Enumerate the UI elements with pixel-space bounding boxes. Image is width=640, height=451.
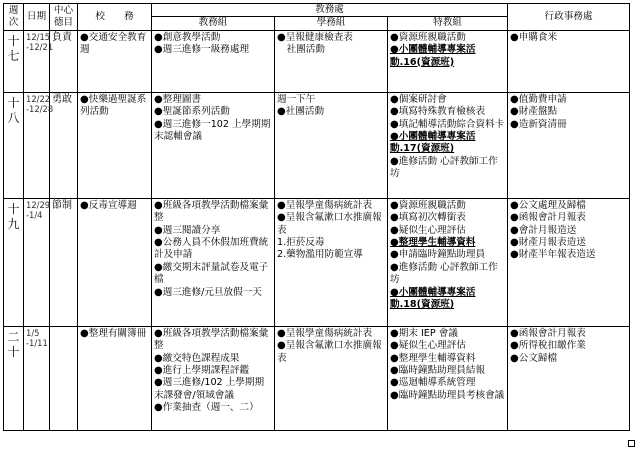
list-item: ● 繳交特色課程成果 <box>154 353 272 365</box>
list-item: ● 填寫特殊教育檢核表 <box>390 106 505 118</box>
list-item: ● 呈報健康檢查表 <box>277 32 385 44</box>
virtue-cell: 負責 <box>50 30 78 92</box>
special-cell <box>388 30 508 92</box>
list-item: ● 繳交期末評量試卷及電子檔 <box>154 262 272 287</box>
table-row <box>4 92 630 198</box>
list-item: ● 期末 IEP 會議 <box>390 328 505 340</box>
admin-cell <box>508 326 630 430</box>
list-item: ● 進行上學期課程評鑑 <box>154 365 272 377</box>
table-row <box>4 198 630 326</box>
list-item: ● 班級各項教學活動檔案彙整 <box>154 328 272 353</box>
header-center-virtue: 中心德目 <box>50 4 78 31</box>
list-item: ● 創意教學活動 <box>154 32 272 44</box>
list-item: ● 財產月報表造送 <box>510 237 627 249</box>
list-item: ● 交通安全教育週 <box>80 32 149 57</box>
header-principal: 校 務 <box>78 4 152 31</box>
virtue-cell <box>50 326 78 430</box>
teaching-cell <box>152 198 275 326</box>
list-item: ● 公務人員不休假加班費統計及申請 <box>154 237 272 262</box>
header-date: 日期 <box>24 4 50 31</box>
virtue-cell: 節制 <box>50 198 78 326</box>
week-cell: 十七 <box>4 30 24 92</box>
page-corner-mark <box>628 440 635 447</box>
list-item: ● 作業抽查（週一、二） <box>154 402 272 414</box>
list-item: ● 週三進修/元旦放假一天 <box>154 287 272 299</box>
schedule-table <box>3 3 630 431</box>
header-academic: 教務處 <box>152 4 508 17</box>
list-item: ● 週三閱讀分享 <box>154 225 272 237</box>
list-item: ● 臨時鐘點助理員結報 <box>390 365 505 377</box>
list-item: ● 呈報學童傷病統計表 <box>277 200 385 212</box>
list-item: ● 週三進修一級務處理 <box>154 44 272 56</box>
list-item: ● 公文歸檔 <box>510 353 627 365</box>
special-cell <box>388 326 508 430</box>
list-item: ● 疑似生心理評估 <box>390 225 505 237</box>
week-cell: 二十 <box>4 326 24 430</box>
table-row <box>4 30 630 92</box>
list-item: ● 小團體輔導專案活動.16(資源班) <box>390 44 505 69</box>
virtue-cell: 勇敢 <box>50 92 78 198</box>
list-item: ● 填記輔導活動綜合資料卡 <box>390 119 505 131</box>
list-item: ● 週三進修/102 上學期期末課發會/領域會議 <box>154 377 272 402</box>
list-item: ● 疑似生心理評估 <box>390 340 505 352</box>
list-item: ● 呈報含氟漱口水推廣報表 <box>277 340 385 365</box>
list-item: ● 值勤費申請 <box>510 94 627 106</box>
student-cell <box>275 198 388 326</box>
date-cell: 12/29 -1/4 <box>24 198 50 326</box>
header-week: 週次 <box>4 4 24 31</box>
principal-cell <box>78 326 152 430</box>
list-item: ● 整理圖書 <box>154 94 272 106</box>
date-cell: 12/22 -12/28 <box>24 92 50 198</box>
special-cell <box>388 198 508 326</box>
header-special-ed: 特教組 <box>388 17 508 30</box>
list-item: ● 整理有關簿冊 <box>80 328 149 340</box>
student-cell <box>275 92 388 198</box>
list-item: ● 函報會計月報表 <box>510 328 627 340</box>
admin-cell <box>508 92 630 198</box>
list-item: ● 財產盤點 <box>510 106 627 118</box>
list-item: ● 資源班親職活動 <box>390 32 505 44</box>
date-cell: 1/5 -1/11 <box>24 326 50 430</box>
date-cell: 12/15 -12/21 <box>24 30 50 92</box>
principal-cell <box>78 198 152 326</box>
list-item: ● 社團活動 <box>277 106 385 118</box>
header-teaching-group: 教務組 <box>152 17 275 30</box>
list-item: ● 個案研討會 <box>390 94 505 106</box>
special-cell <box>388 92 508 198</box>
list-item: ● 整理學生輔導資料 <box>390 353 505 365</box>
list-item: ● 快樂過聖誕系列活動 <box>80 94 149 119</box>
list-item: ● 小團體輔導專案活動.17(資源班) <box>390 131 505 156</box>
teaching-cell <box>152 326 275 430</box>
principal-cell <box>78 30 152 92</box>
list-item: ● 資源班親職活動 <box>390 200 505 212</box>
admin-cell <box>508 30 630 92</box>
list-item: 1.拒菸反毒 <box>277 237 325 249</box>
list-item: ● 呈報學童傷病統計表 <box>277 328 385 340</box>
list-item: ● 填寫初次轉銜表 <box>390 212 505 224</box>
list-item: ● 巡迴輔導系統管理 <box>390 377 505 389</box>
list-item: 2.藥物濫用防範宣導 <box>277 249 363 261</box>
week-cell: 十八 <box>4 92 24 198</box>
list-item: ● 反毒宣導週 <box>80 200 149 212</box>
list-item: 週一下午 <box>277 93 316 105</box>
list-item: 社團活動 <box>277 44 325 56</box>
list-item: ● 呈報含氟漱口水推廣報表 <box>277 212 385 237</box>
list-item: ● 財產半年報表造送 <box>510 249 627 261</box>
list-item: ● 造新資清冊 <box>510 119 627 131</box>
list-item: ● 週三進修一102 上學期期末認輔會議 <box>154 119 272 144</box>
list-item: ● 聖誕節系列活動 <box>154 106 272 118</box>
list-item: ● 班級各項教學活動檔案彙整 <box>154 200 272 225</box>
list-item: ● 整理學生輔導資料 <box>390 237 505 249</box>
student-cell <box>275 30 388 92</box>
principal-cell <box>78 92 152 198</box>
list-item: ● 小團體輔導專案活動.18(資源班) <box>390 287 505 312</box>
list-item: ● 申購食米 <box>510 32 627 44</box>
list-item: ● 函報會計月報表 <box>510 212 627 224</box>
student-cell <box>275 326 388 430</box>
header-admin: 行政事務處 <box>508 4 630 31</box>
list-item: ● 公文處理及歸檔 <box>510 200 627 212</box>
list-item: ● 申請臨時鐘點助理員 <box>390 249 505 261</box>
header-student-group: 學務組 <box>275 17 388 30</box>
list-item: ● 臨時鐘點助理員考核會議 <box>390 390 505 402</box>
list-item: ● 會計月報造送 <box>510 225 627 237</box>
teaching-cell <box>152 92 275 198</box>
teaching-cell <box>152 30 275 92</box>
list-item: ● 所得稅扣繳作業 <box>510 340 627 352</box>
admin-cell <box>508 198 630 326</box>
list-item: ● 進修活動 心評教師工作坊 <box>390 156 505 181</box>
list-item: ● 進修活動 心評教師工作坊 <box>390 262 505 287</box>
table-row <box>4 326 630 430</box>
week-cell: 十九 <box>4 198 24 326</box>
